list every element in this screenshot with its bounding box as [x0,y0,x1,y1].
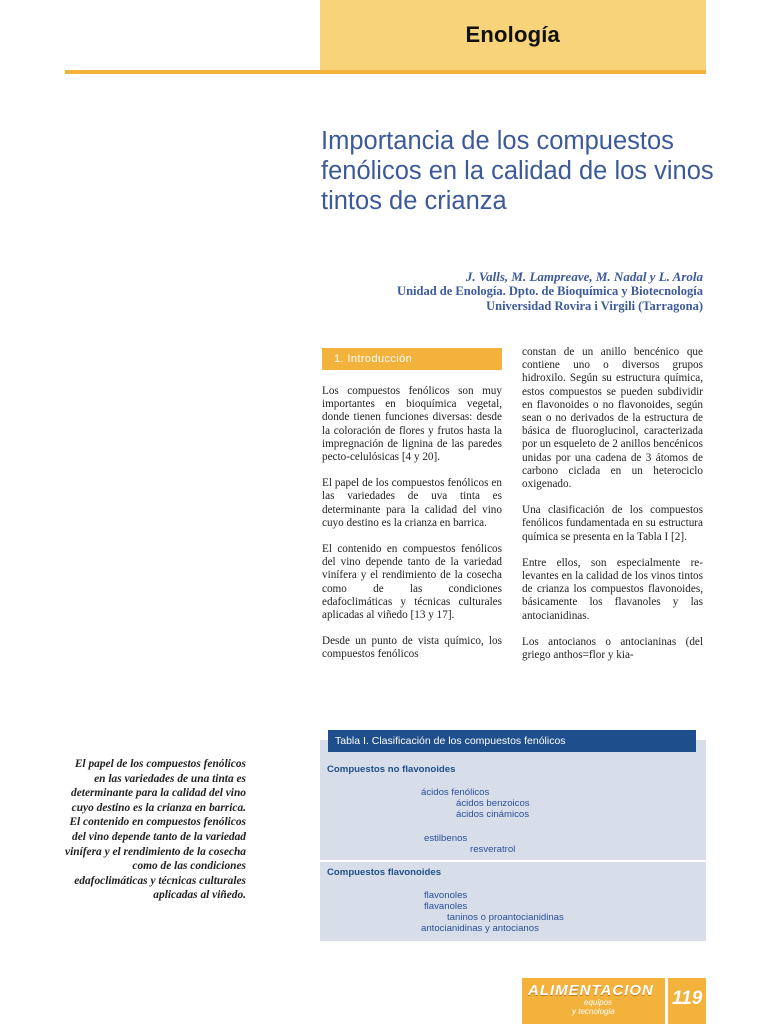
section-heading: 1. Introducción [322,348,502,370]
magazine-subtitle: y tecnologia [572,1007,615,1016]
table-group-heading: Compuestos flavonoides [327,867,442,878]
table-title: Tabla I. Clasificación de los compuestos fenólicos [328,730,696,752]
authors: J. Valls, M. Lampreave, M. Nadal y L. Arola [465,269,703,284]
paragraph: Entre ellos, son especialmente relevantes en la calidad de los vinos tintos de crianza los compuestos flavonoides, básicamente los flavanoles y las antocianidinas. [522,556,703,622]
magazine-logo [522,978,706,1024]
article-title: Importancia de los compuestos fenólicos en la calidad de los vinos tintos de crianza [321,127,714,215]
paragraph: El papel de los compuestos fenólicos en las variedades de uva tinta es determinante para la calidad del vino cuyo destino es la crianza en barrica. [322,477,502,529]
paragraph: Una clasificación de los compuestos fenólicos fundamentada en su estructura química se presenta en la Tabla I [2]. [522,504,703,543]
paragraph: Desde un punto de vista químico, los compuestos fenólicos [322,635,502,661]
table-item: ácidos cinámicos [456,809,530,820]
body-column-left [322,385,502,707]
affiliation-line-2: Universidad Rovira i Virgili (Tarragona) [486,299,703,313]
table-item: taninos o proantocianidinas [447,912,564,923]
logo-separator [665,978,668,1024]
page-number: 119 [672,988,703,1009]
pull-quote: El papel de los compuestos fenólicos en las variedades de una tinta es determinante para la calidad del vino cuyo destino es la crianza en barrica. El contenido en compuestos fenólicos del vino depende tanto de la variedad vinífera y el rendimiento de la cosecha como de las condiciones edafoclimáticas y técnicas culturales aplicadas al viñedo. [65,758,246,902]
section-title: Enología [465,22,560,47]
paragraph: El contenido en compuestos fenólicos del vino depende tanto de la variedad vinífera y el rendimiento de la cosecha como de las condiciones edafoclimáticas y técnicas culturales aplicadas al viñedo [13 y 17]. [322,543,502,622]
table-item: resveratrol [470,844,516,855]
body-column-right [522,346,703,708]
table-divider [320,860,706,862]
magazine-subtitle: equipos [584,998,613,1007]
magazine-name: ALIMENTACION [528,982,654,999]
byline [321,269,703,314]
table-item: ácidos fenólicos [421,787,490,798]
table-item: ácidos benzoicos [456,798,530,809]
affiliation-line-1: Unidad de Enología. Dpto. de Bioquímica y Biotecnología [397,284,703,298]
header-rule [65,70,706,74]
paragraph: constan de un anillo bencénico que contiene uno o diversos grupos hidroxilo. Según su estructura química, estos compuestos se pueden subdividir en flavonoides o no flavonoides, según sean o no derivados de la estructura de básica de fluoroglucinol, caracterizada por un esqueleto de 2 anillos bencénicos unidas por una cadena de 3 átomos de carbono ciclada en un heterociclo oxigenado. [522,346,703,491]
paragraph: Los compuestos fenólicos son muy importantes en bioquímica vegetal, donde tienen funciones diversas: desde la coloración de flores y frutos hasta la impregnación de lignina de las paredes pecto-celulósicas [4 y 20]. [322,385,502,464]
table-item: estilbenos [424,833,468,844]
table-item: antocianidinas y antocianos [421,923,539,934]
section-tab [320,0,706,70]
table-group-heading: Compuestos no flavonoides [327,764,456,775]
paragraph: Los antocianos o antocianinas (del griego anthos=flor y kia- [522,635,703,662]
table-item: flavonoles [424,890,468,901]
table-item: flavanoles [424,901,468,912]
